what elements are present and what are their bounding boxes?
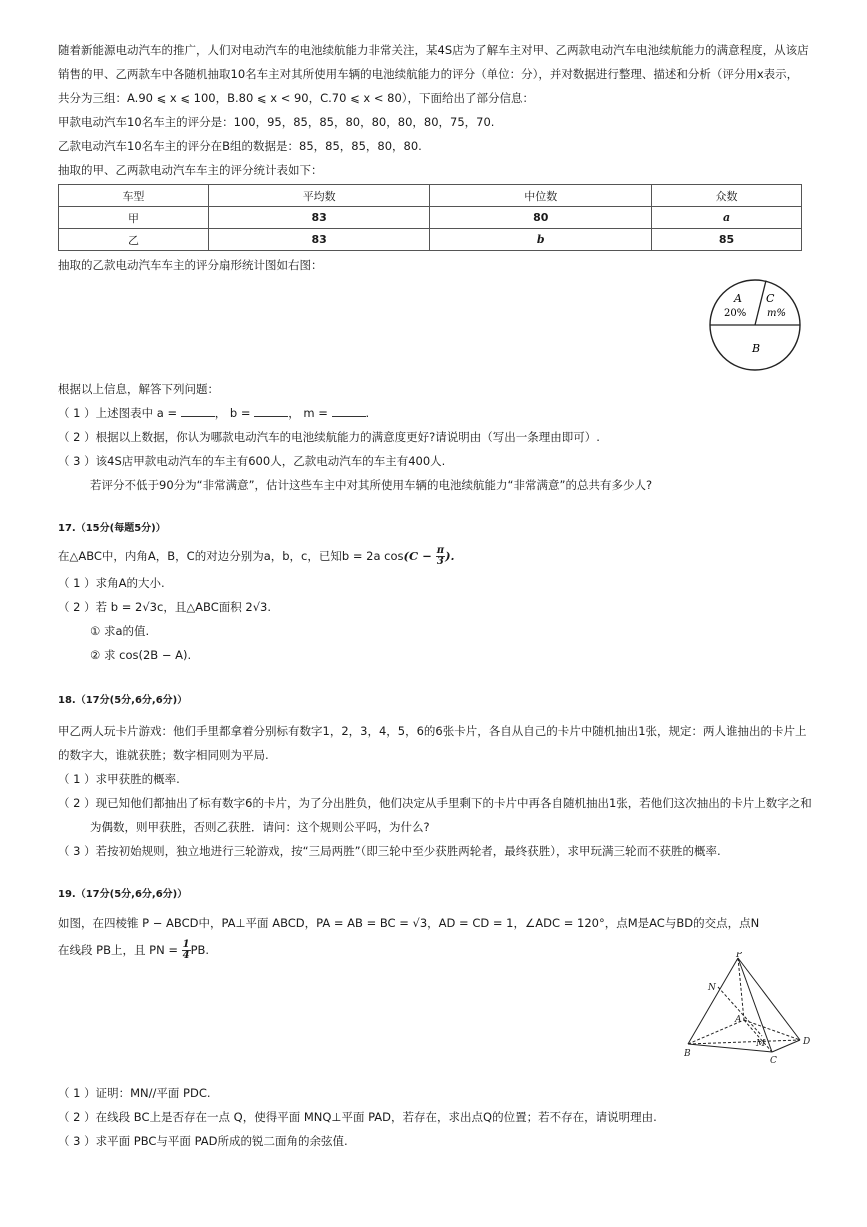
table-cell: 80 [430, 207, 652, 229]
q18-sub1: （ 1 ）求甲获胜的概率. [58, 772, 180, 786]
q16-sub3b: 若评分不低于90分为“非常满意”，估计这些车主中对其所使用车辆的电池续航能力“非常满意”的总共有多少人? [90, 478, 653, 492]
table-header: 众数 [652, 185, 802, 207]
pie-chart-figure [708, 278, 802, 372]
edge-pd [738, 958, 800, 1040]
q17-stem [58, 541, 810, 571]
spacer [58, 497, 810, 517]
segment-nm [718, 987, 762, 1036]
intro-line-4: 甲款电动汽车10名车主的评分是：100，95，85，85，80，80，80，80，75，70. [58, 115, 495, 129]
exam-page [58, 38, 810, 1153]
table-row [59, 207, 802, 229]
q19-heading: 19.（17分(5分,6分,6分)） [58, 889, 188, 900]
q19-line2-pre: 在线段 PB上，且 PN = [58, 943, 182, 957]
q19-line-1: 如图，在四棱锥 P − ABCD中，PA⊥平面 ABCD，PA = AB = BC = √3，AD = CD = 1，∠ADC = 120°，点M是AC与BD的交点，点N [58, 916, 760, 930]
q18-sub3: （ 3 ）若按初始规则，独立地进行三轮游戏，按“三局两胜”（即三轮中至少获胜两轮者，最终获胜），求甲玩满三轮而不获胜的概率. [58, 844, 721, 858]
edge-cd [772, 1040, 800, 1052]
q16-sub2: （ 2 ）根据以上数据，你认为哪款电动汽车的电池续航能力的满意度更好?请说明由（写出一条理由即可）. [58, 430, 600, 444]
fraction-one-quarter: $\frac{1}{4}$ [182, 939, 190, 961]
vertex-label-m: M [756, 1039, 766, 1049]
q19-line2-post: PB. [190, 943, 210, 957]
q18-heading: 18.（17分(5分,6分,6分)） [58, 695, 188, 706]
edge-ad [744, 1020, 800, 1040]
spacer [58, 277, 810, 377]
q18-sub2: （ 2 ）现已知他们都抽出了标有数字6的卡片，为了分出胜负，他们决定从手里剩下的卡片中再各自随机抽出1张，若他们这次抽出的卡片上数字之和 [58, 796, 812, 810]
fraction-pi-over-3: $\frac{\pi}{3}$ [436, 545, 445, 567]
table-header: 车型 [59, 185, 209, 207]
q17-sub1: （ 1 ）求角A的大小. [58, 576, 165, 590]
intro-line-1: 随着新能源电动汽车的推广，人们对电动汽车的电池续航能力非常关注，某4S店为了解车主对甲、乙两款电动汽车电池续航能力的满意程度，从该店 [58, 43, 809, 57]
q17-stem-pre: 在△ABC中，内角A，B，C的对边分别为a，b，c，已知b = 2a cos [58, 549, 404, 563]
answer-blank-m[interactable] [332, 404, 366, 417]
q19-sub1: （ 1 ）证明：MN//平面 PDC. [58, 1086, 211, 1100]
q16-sub1 [58, 401, 810, 425]
q17-sub2: （ 2 ）若 b = 2√3c，且△ABC面积 2√3. [58, 600, 272, 614]
answer-blank-b[interactable] [254, 404, 288, 417]
q19-sub3: （ 3 ）求平面 PBC与平面 PAD所成的锐二面角的余弦值. [58, 1134, 348, 1148]
spacer [58, 667, 810, 689]
q16-sub1-mid2: ， m = [288, 406, 332, 420]
vertex-label-b: B [684, 1049, 691, 1059]
q17-stem-close: ). [445, 549, 455, 563]
pie-label-a: A [734, 292, 742, 305]
q16-sub3: （ 3 ）该4S店甲款电动汽车的车主有600人，乙款电动汽车的车主有400人. [58, 454, 446, 468]
intro-line-3: 共分为三组：A.90 ⩽ x ⩽ 100，B.80 ⩽ x < 90，C.70 ⩽ x < 80），下面给出了部分信息： [58, 91, 535, 105]
pie-caption: 抽取的乙款电动汽车车主的评分扇形统计图如右图： [58, 258, 323, 272]
table-cell: 甲 [59, 207, 209, 229]
q16-sub1-mid1: ， b = [214, 406, 255, 420]
table-cell: 83 [208, 207, 430, 229]
q18-sub2b: 为偶数，则甲获胜，否则乙获胜．请问：这个规则公平吗，为什么? [90, 820, 430, 834]
q17-heading: 17.（15分(每题5分)） [58, 523, 166, 534]
table-cell: 85 [652, 229, 802, 251]
q17-stem-expr: (C − [403, 549, 436, 563]
vertex-label-a: A [735, 1015, 742, 1025]
intro-line-5: 乙款电动汽车10名车主的评分在B组的数据是：85，85，85，80，80. [58, 139, 422, 153]
table-header-row [59, 185, 802, 207]
intro-line-2: 销售的甲、乙两款车中各随机抽取10名车主对其所使用车辆的电池续航能力的评分（单位：分），并对数据进行整理、描述和分析（评分用x表示， [58, 67, 799, 81]
edge-pb [688, 958, 738, 1044]
q16-sub1-end: . [365, 406, 370, 420]
q16-lead: 根据以上信息，解答下列问题： [58, 382, 219, 396]
table-cell: a [652, 207, 802, 229]
vertex-label-c: C [770, 1056, 777, 1064]
q18-line-1: 甲乙两人玩卡片游戏：他们手里都拿着分别标有数字1，2，3，4，5，6的6张卡片，各自从自己的卡片中随机抽出1张，规定：两人谁抽出的卡片上 [58, 724, 807, 738]
pie-chart [708, 278, 802, 372]
vertex-label-d: D [803, 1037, 811, 1047]
pie-label-b: B [752, 342, 761, 355]
q16-sub1-pre: （ 1 ）上述图表中 a = [58, 406, 181, 420]
pie-label-a-pct: 20% [724, 308, 747, 319]
spacer [58, 863, 810, 883]
pyramid-figure [684, 952, 814, 1064]
q17-sub2b: ② 求 cos(2B − A). [90, 648, 192, 662]
table-header: 中位数 [430, 185, 652, 207]
q18-line-2: 的数字大，谁就获胜；数字相同则为平局. [58, 748, 269, 762]
pie-label-c: C [766, 292, 775, 305]
edge-pc [738, 958, 772, 1052]
table-cell: b [430, 229, 652, 251]
vertex-label-n: N [708, 983, 716, 993]
pyramid-diagram [684, 952, 814, 1064]
answer-blank-a[interactable] [181, 404, 215, 417]
pie-label-c-pct: m% [767, 308, 786, 319]
table-cell: 83 [208, 229, 430, 251]
q19-sub2: （ 2 ）在线段 BC上是否存在一点 Q，使得平面 MNQ⊥平面 PAD，若存在，求出点Q的位置；若不存在，请说明理由. [58, 1110, 657, 1124]
intro-line-6: 抽取的甲、乙两款电动汽车车主的评分统计表如下： [58, 163, 323, 177]
edge-bd [688, 1040, 800, 1044]
vertex-label-p: P [736, 952, 743, 960]
table-row [59, 229, 802, 251]
table-cell: 乙 [59, 229, 209, 251]
score-table [58, 184, 802, 251]
table-header: 平均数 [208, 185, 430, 207]
q17-sub2a: ① 求a的值. [90, 624, 150, 638]
